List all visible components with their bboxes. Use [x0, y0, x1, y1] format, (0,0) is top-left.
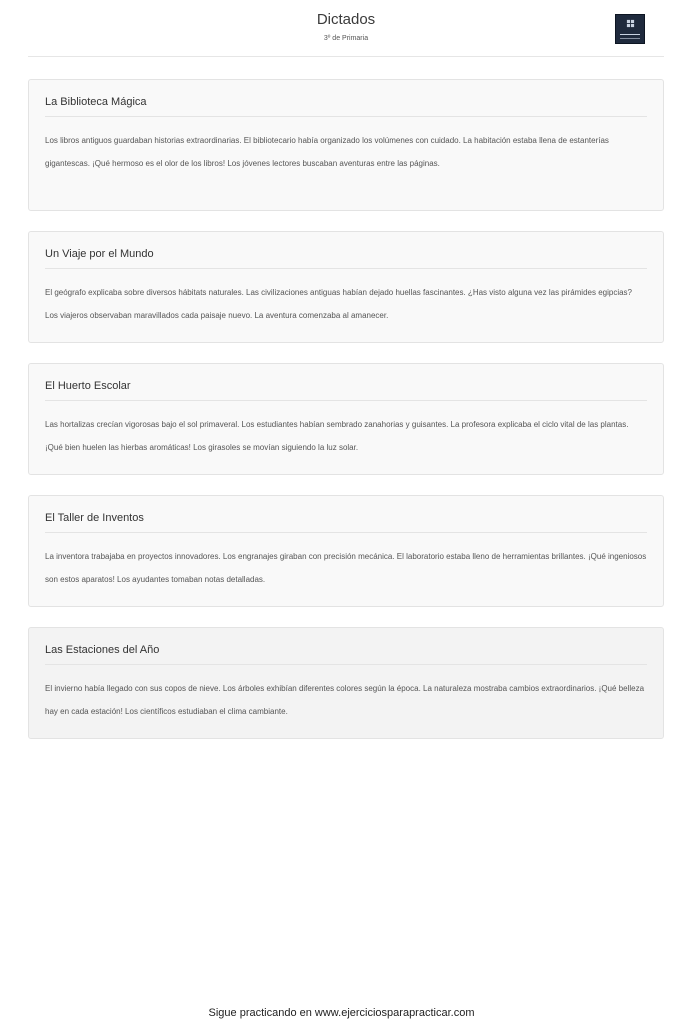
dictation-card: [28, 627, 664, 739]
puzzle-logo-icon: [626, 19, 635, 28]
dictation-title: La Biblioteca Mágica: [45, 96, 147, 108]
site-logo: [615, 14, 645, 44]
dictation-text: La inventora trabajaba en proyectos innovadores. Los engranajes giraban con precisión mecánica. El laboratorio estaba lleno de herramientas brillantes. ¡Qué ingeniosos son estos aparatos! Los ayudantes tomaban notas detalladas.: [45, 552, 647, 584]
dictation-text: El geógrafo explicaba sobre diversos hábitats naturales. Las civilizaciones antiguas habían dejado huellas fascinantes. ¿Has visto alguna vez las pirámides egipcias? Los viajeros observaban maravillados cada paisaje nuevo. La aventura comenzaba al amanecer.: [45, 288, 633, 320]
dictation-card: [28, 363, 664, 475]
divider: [45, 532, 647, 533]
dictation-card: [28, 79, 664, 211]
footer-link-text: Sigue practicando en www.ejerciciosparapracticar.com: [208, 1007, 475, 1019]
divider: [45, 268, 647, 269]
page-subtitle: 3º de Primaria: [323, 35, 369, 42]
page-header: [28, 0, 664, 57]
dictation-title: El Huerto Escolar: [45, 380, 131, 392]
dictation-list: [28, 79, 664, 759]
logo-decoration: [620, 38, 640, 39]
divider: [45, 400, 647, 401]
dictation-text: El invierno había llegado con sus copos de nieve. Los árboles exhibían diferentes colores según la época. La naturaleza mostraba cambios extraordinarios. ¡Qué belleza hay en cada estación! Los científicos estudiaban el clima cambiante.: [45, 684, 645, 716]
page-title: Dictados: [316, 11, 376, 28]
dictation-card: [28, 231, 664, 343]
divider: [45, 116, 647, 117]
dictation-card: [28, 495, 664, 607]
logo-decoration: [620, 34, 640, 35]
dictation-text: Las hortalizas crecían vigorosas bajo el sol primaveral. Los estudiantes habían sembrado zanahorias y guisantes. La profesora explicaba el ciclo vital de las plantas. ¡Qué bien huelen las hierbas aromáticas! Los girasoles se movían siguiendo la luz solar.: [45, 420, 629, 452]
dictation-title: Las Estaciones del Año: [45, 644, 160, 656]
divider: [45, 664, 647, 665]
dictation-title: El Taller de Inventos: [45, 512, 144, 524]
dictation-title: Un Viaje por el Mundo: [45, 248, 154, 260]
dictation-text: Los libros antiguos guardaban historias extraordinarias. El bibliotecario había organizado los volúmenes con cuidado. La habitación estaba llena de estanterías gigantescas. ¡Qué hermoso es el olor de los libros! Los jóvenes lectores buscaban aventuras entre las páginas.: [45, 136, 609, 168]
